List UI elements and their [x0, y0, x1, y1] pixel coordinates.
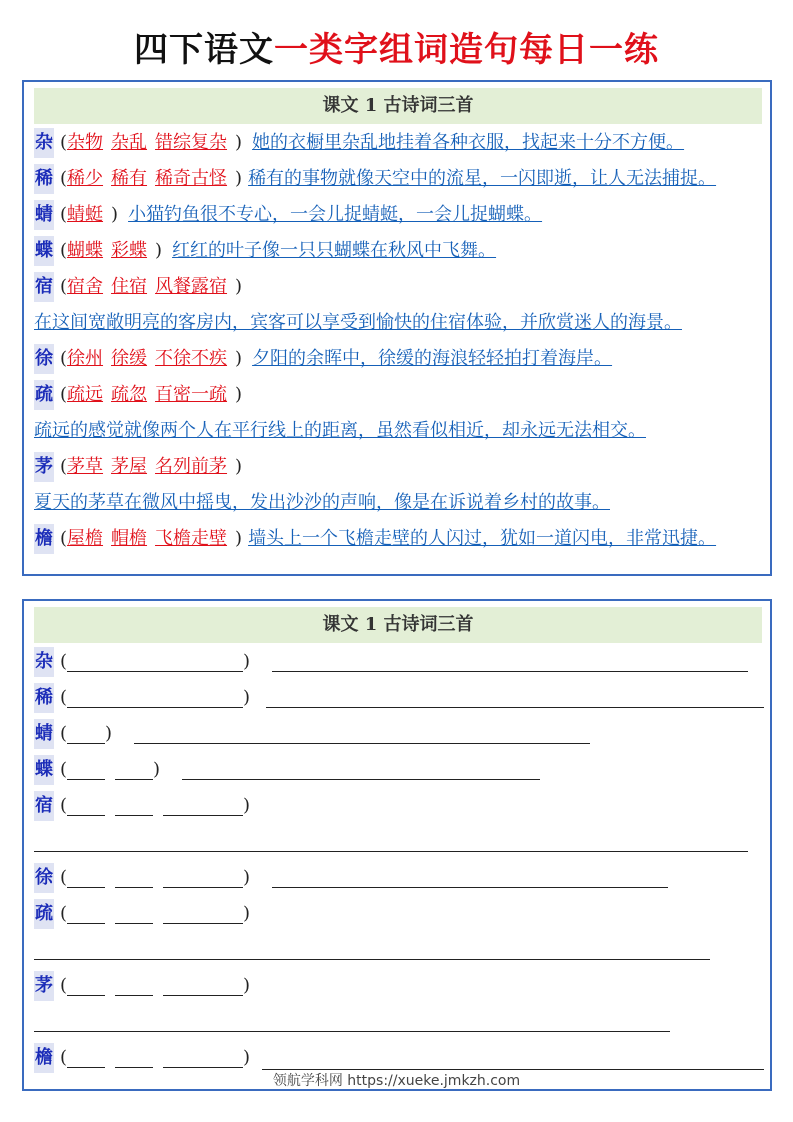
footer-watermark: 领航学科网 https://xueke.jmkzh.com [272, 1073, 521, 1089]
word-blank[interactable] [67, 653, 243, 672]
word-blank[interactable] [67, 797, 105, 816]
word: 稀奇古怪 [155, 168, 228, 189]
sentence-blank[interactable] [34, 959, 710, 960]
word: 宿舍 [67, 276, 104, 297]
word: 徐缓 [111, 348, 148, 369]
word: 屋檐 [67, 528, 104, 549]
word-blank[interactable] [67, 977, 105, 996]
word-blank[interactable] [163, 1049, 243, 1068]
word: 百密一疏 [155, 384, 228, 405]
word: 彩蝶 [111, 240, 148, 261]
word: 不徐不疾 [155, 348, 228, 369]
word-blank[interactable] [115, 977, 153, 996]
word: 风餐露宿 [155, 276, 228, 297]
sentence-blank[interactable] [272, 887, 668, 888]
word: 帽檐 [111, 528, 148, 549]
word-blank[interactable] [67, 761, 105, 780]
practice-row: 稀 ( ) [34, 683, 250, 713]
word: 稀少 [67, 168, 104, 189]
practice-row: 茅 ( ) [34, 971, 250, 1001]
word: 疏远 [67, 384, 104, 405]
word: 茅屋 [111, 456, 148, 477]
title-topic: 一类字组词造句每日一练 [274, 30, 659, 70]
character: 蝶 [34, 236, 54, 266]
sentence-blank[interactable] [272, 671, 748, 672]
character: 杂 [34, 128, 54, 158]
word-blank[interactable] [67, 689, 243, 708]
practice-box [22, 599, 772, 1091]
word-blank[interactable] [115, 761, 153, 780]
title-grade: 四下语文 [134, 30, 274, 70]
word: 蝴蝶 [67, 240, 104, 261]
word-blank[interactable] [163, 797, 243, 816]
lesson-header: 课文 1 古诗词三首 [34, 607, 762, 643]
sentence: 夕阳的余晖中，徐缓的海浪轻轻拍打着海岸。 [252, 348, 613, 369]
word: 名列前茅 [155, 456, 228, 477]
word-blank[interactable] [67, 725, 105, 744]
answer-row: 宿 (宿舍 住宿 风餐露宿 ) [34, 272, 242, 302]
word: 住宿 [111, 276, 148, 297]
sentence-blank[interactable] [266, 707, 764, 708]
word-blank[interactable] [115, 797, 153, 816]
answer-row: 稀 (稀少 稀有 稀奇古怪 ) 稀有的事物就像天空中的流星，一闪即逝，让人无法捕捉。 [34, 164, 716, 194]
character: 茅 [34, 452, 54, 482]
character: 疏 [34, 899, 54, 929]
sentence: 夏天的茅草在微风中摇曳，发出沙沙的声响，像是在诉说着乡村的故事。 [34, 492, 610, 513]
answer-row: 蝶 (蝴蝶 彩蝶 ) 红红的叶子像一只只蝴蝶在秋风中飞舞。 [34, 236, 496, 266]
word-blank[interactable] [115, 905, 153, 924]
answer-row: 杂 (杂物 杂乱 错综复杂 ) 她的衣橱里杂乱地挂着各种衣服，找起来十分不方便。 [34, 128, 684, 158]
sentence: 红红的叶子像一只只蝴蝶在秋风中飞舞。 [172, 240, 497, 261]
character: 茅 [34, 971, 54, 1001]
word-blank[interactable] [67, 869, 105, 888]
answer-row: 蜻 (蜻蜓 ) 小猫钓鱼很不专心，一会儿捉蜻蜓，一会儿捉蝴蝶。 [34, 200, 542, 230]
word-blank[interactable] [67, 905, 105, 924]
word: 飞檐走壁 [155, 528, 228, 549]
answer-row: 檐 (屋檐 帽檐 飞檐走壁 ) 墙头上一个飞檐走壁的人闪过，犹如一道闪电，非常迅捷。 [34, 524, 716, 554]
character: 疏 [34, 380, 54, 410]
word-blank[interactable] [163, 869, 243, 888]
word-blank[interactable] [67, 1049, 105, 1068]
word-blank[interactable] [163, 905, 243, 924]
character: 徐 [34, 863, 54, 893]
word-blank[interactable] [115, 869, 153, 888]
character: 宿 [34, 791, 54, 821]
answer-row: 徐 (徐州 徐缓 不徐不疾 ) 夕阳的余晖中，徐缓的海浪轻轻拍打着海岸。 [34, 344, 612, 374]
word: 杂乱 [111, 132, 148, 153]
character: 檐 [34, 1043, 54, 1073]
practice-row: 檐 ( ) [34, 1043, 250, 1073]
character: 稀 [34, 683, 54, 713]
sentence: 在这间宽敞明亮的客房内，宾客可以享受到愉快的住宿体验，并欣赏迷人的海景。 [34, 312, 682, 333]
word: 错综复杂 [155, 132, 228, 153]
practice-row: 宿 ( ) [34, 791, 250, 821]
character: 杂 [34, 647, 54, 677]
sentence: 她的衣橱里杂乱地挂着各种衣服，找起来十分不方便。 [252, 132, 685, 153]
word-blank[interactable] [163, 977, 243, 996]
character: 檐 [34, 524, 54, 554]
sentence-blank[interactable] [182, 779, 540, 780]
sentence: 稀有的事物就像天空中的流星，一闪即逝，让人无法捕捉。 [248, 168, 717, 189]
sentence: 墙头上一个飞檐走壁的人闪过，犹如一道闪电，非常迅捷。 [248, 528, 717, 549]
answer-box [22, 80, 772, 576]
word: 杂物 [67, 132, 104, 153]
word: 稀有 [111, 168, 148, 189]
sentence: 疏远的感觉就像两个人在平行线上的距离，虽然看似相近，却永远无法相交。 [34, 420, 646, 441]
practice-row: 疏 ( ) [34, 899, 250, 929]
character: 徐 [34, 344, 54, 374]
answer-row: 疏 (疏远 疏忽 百密一疏 ) [34, 380, 242, 410]
word: 茅草 [67, 456, 104, 477]
answer-row: 茅 (茅草 茅屋 名列前茅 ) [34, 452, 242, 482]
practice-row: 蝶 ( ) [34, 755, 160, 785]
word-blank[interactable] [115, 1049, 153, 1068]
character: 蜻 [34, 719, 54, 749]
sentence: 小猫钓鱼很不专心，一会儿捉蜻蜓，一会儿捉蝴蝶。 [128, 204, 543, 225]
lesson-header: 课文 1 古诗词三首 [34, 88, 762, 124]
page-title [0, 22, 793, 71]
word: 蜻蜓 [67, 204, 104, 225]
word: 疏忽 [111, 384, 148, 405]
character: 蝶 [34, 755, 54, 785]
sentence-blank[interactable] [34, 851, 748, 852]
practice-row: 蜻 ( ) [34, 719, 112, 749]
character: 蜻 [34, 200, 54, 230]
sentence-blank[interactable] [34, 1031, 670, 1032]
practice-row: 徐 ( ) [34, 863, 250, 893]
sentence-blank[interactable] [134, 743, 590, 744]
practice-row: 杂 ( ) [34, 647, 250, 677]
character: 宿 [34, 272, 54, 302]
word: 徐州 [67, 348, 104, 369]
character: 稀 [34, 164, 54, 194]
